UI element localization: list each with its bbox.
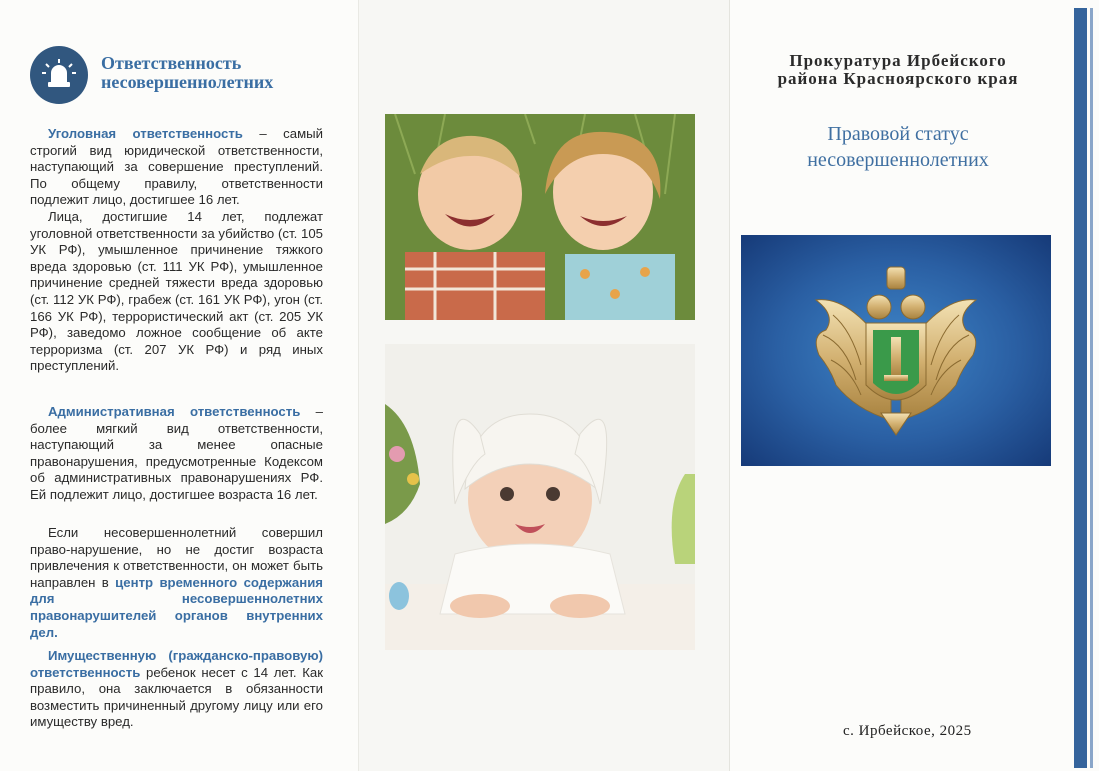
document-title (748, 121, 1048, 173)
property-text: ребенок несет с 14 лет. Как правило, она заключается в обязанности возместить причиненный другому лицу или его имуществу вред. (30, 664, 323, 730)
prosecutor-emblem (741, 235, 1051, 466)
admin-text: – более мягкий вид ответственности, наступающий за менее опасные правонарушения, предусмотренные Кодексом об административных правонарушениях РФ. Ей подлежит лицо, достигшее возраста 16 лет. (30, 404, 323, 502)
title-line-2: несовершеннолетних (807, 149, 989, 171)
center-section (30, 525, 323, 641)
center-text: Если несовершеннолетний совершил право-нарушение, но не достиг возраста привлечения к ответственности, он может быть направлен в (30, 525, 323, 590)
heading-line-2: несовершеннолетних (101, 72, 274, 92)
decorative-stripe (1074, 8, 1087, 768)
criminal-list: Лица, достигшие 14 лет, подлежат уголовной ответственности за убийство (ст. 105 УК РФ), умышленное причинение тяжкого вреда здоровью (ст. 111 УК РФ), умышленное причинение средней тяжести вреда здоровью (ст. 112 УК РФ), грабеж (ст. 161 УК РФ), угон (ст. 166 УК РФ), террористический акт (ст. 205 УК РФ), заведомо ложное сообщение об акте терроризма (ст. 207 УК РФ) и ряд иных преступлений. (30, 208, 323, 374)
criminal-term: Уголовная ответственность (48, 126, 243, 141)
org-line-2: района Красноярского края (777, 69, 1019, 88)
section-heading (101, 54, 351, 92)
admin-section (30, 404, 323, 504)
property-section (30, 648, 323, 731)
criminal-section (30, 126, 323, 375)
decorative-stripe-thin (1090, 8, 1093, 768)
siren-icon (30, 46, 88, 104)
criminal-text: – самый строгий вид юридической ответственности, наступающий за совершение преступлений. По общему правилу, ответственности подлежит лицо, достигшее 16 лет. (30, 126, 323, 208)
org-line-1: Прокуратура Ирбейского (789, 51, 1007, 70)
property-term: Имущественную (гражданско-правовую) ответственность (30, 648, 323, 680)
organization-name (748, 52, 1048, 88)
baby-photo (385, 344, 695, 650)
left-panel (0, 0, 358, 771)
footer-place-year: с. Ирбейское, 2025 (843, 723, 972, 739)
children-photo (385, 114, 695, 320)
heading-line-1: Ответственность (101, 53, 242, 73)
center-term: центр временного содержания для несовершеннолетних правонарушителей органов внутренних дел. (30, 574, 323, 640)
admin-term: Административная ответственность (48, 404, 301, 419)
title-line-1: Правовой статус (827, 123, 969, 145)
